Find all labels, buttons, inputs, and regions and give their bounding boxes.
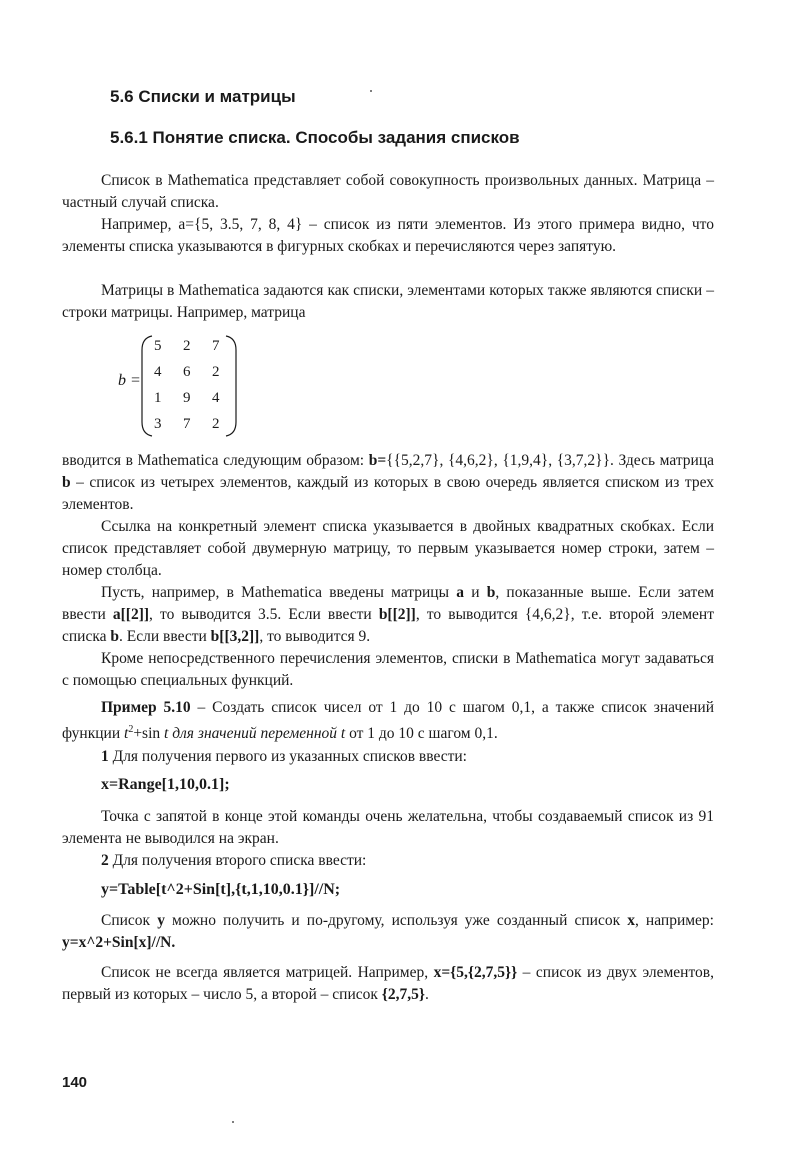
text-span: +sin xyxy=(133,725,165,743)
text-span: , показанные выше. Если затем ввести xyxy=(62,584,715,623)
matrix-cell: 2 xyxy=(212,416,220,432)
text-span: , то выводится {4,6,2}, т.е. второй элемент списка xyxy=(62,606,714,645)
step-number: 1 xyxy=(101,748,109,765)
text-span: и xyxy=(463,584,487,601)
text-span: Пусть, например, в Mathematica введены матрицы xyxy=(101,584,457,601)
paragraph-list-example: Например, a={5, 3.5, 7, 8, 4} – список из пяти элементов. Из этого примера видно, что элементы списка указываются в фигурных скобках и перечисляются через запятую. xyxy=(62,216,714,255)
code-span: a xyxy=(456,584,464,601)
scan-speck xyxy=(370,90,372,92)
code-range: x=Range[1,10,0.1]; xyxy=(101,776,230,793)
step-1 xyxy=(62,746,714,768)
step-number: 2 xyxy=(101,852,109,869)
text-span: Список не всегда является матрицей. Например, xyxy=(101,964,434,981)
code-span: b[[3,2]] xyxy=(210,628,260,645)
code-span: b xyxy=(486,584,496,601)
text-span: Для получения второго списка ввести: xyxy=(108,852,367,869)
text-span: – список из четырех элементов, каждый из которых в свою очередь является списком из трех элементов. xyxy=(62,474,714,513)
subsection-title: 5.6.1 Понятие списка. Способы задания списков xyxy=(110,128,520,147)
text-span: от 1 до 10 с шагом 0,1. xyxy=(345,725,498,743)
left-paren-icon xyxy=(142,336,152,436)
text-span: Список xyxy=(101,912,158,929)
text-span: . Если ввести xyxy=(119,628,211,645)
step-2 xyxy=(62,850,714,872)
text-span: – список из двух элементов, первый из которых – число 5, а второй – список xyxy=(62,964,714,1003)
paragraph-indexing-example xyxy=(62,582,714,648)
paragraph-alternative xyxy=(62,910,714,954)
paragraph-not-matrix xyxy=(62,962,714,1006)
matrix-cell: 3 xyxy=(154,416,162,432)
matrix-cell: 4 xyxy=(212,390,220,406)
paragraph-element-reference: Ссылка на конкретный элемент списка указывается в двойных квадратных скобках. Если список представляет собой двумерную матрицу, то первым указывается номер строки, затем – номер столбца. xyxy=(62,518,714,579)
page-number: 140 xyxy=(62,1074,88,1091)
code-table: y=Table[t^2+Sin[t],{t,1,10,0.1}]//N; xyxy=(101,881,341,898)
text-span: , то выводится 9. xyxy=(259,628,371,645)
text-span: – Создать список чисел от 1 до 10 с шагом 0,1, а также список значений функции xyxy=(62,699,714,743)
text-span: {{5,2,7}, {4,6,2}, {1,9,4}, {3,7,2}}. Здесь матрица xyxy=(386,452,714,469)
matrix-cell: 9 xyxy=(183,390,191,406)
matrix-cell: 2 xyxy=(183,338,191,354)
matrix-cell: 1 xyxy=(154,390,162,406)
paragraph-semicolon-note: Точка с запятой в конце этой команды очень желательна, чтобы создаваемый список из 91 элемента не выводился на экран. xyxy=(62,808,714,847)
matrix-grid xyxy=(138,330,238,442)
text-span: вводится в Mathematica следующим образом: xyxy=(62,452,369,469)
section-title: 5.6 Списки и матрицы xyxy=(110,87,296,106)
code-span: b= xyxy=(368,452,387,469)
text-span: , то выводится 3.5. Если ввести xyxy=(149,606,379,623)
code-span: b[[2]] xyxy=(378,606,416,623)
code-span: {2,7,5} xyxy=(381,986,425,1003)
right-paren-icon xyxy=(226,336,236,436)
example-paragraph xyxy=(62,697,714,745)
math-span: t для значений переменной t xyxy=(164,725,346,743)
paragraph-list-definition: Список в Mathematica представляет собой совокупность произвольных данных. Матрица – частный случай списка. xyxy=(62,172,714,211)
matrix-cell: 2 xyxy=(212,364,220,380)
math-span: t xyxy=(124,725,129,743)
code-span: x={5,{2,7,5}} xyxy=(433,964,518,981)
text-span: . xyxy=(425,986,429,1003)
text-span: Для получения первого из указанных списков ввести: xyxy=(108,748,467,765)
example-label: Пример 5.10 xyxy=(101,699,191,716)
matrix-cell: 6 xyxy=(183,364,191,380)
superscript: 2 xyxy=(128,724,134,735)
matrix-cell: 5 xyxy=(154,338,162,354)
scan-speck xyxy=(232,1121,234,1123)
code-span: b xyxy=(110,628,120,645)
code-span: y xyxy=(157,912,165,929)
matrix-cell: 4 xyxy=(154,364,162,380)
code-span: x xyxy=(627,912,635,929)
code-span: a[[2]] xyxy=(112,606,150,623)
paragraph-special-functions: Кроме непосредственного перечисления элементов, списки в Mathematica могут задаваться с помощью специальных функций. xyxy=(62,650,714,689)
text-span: можно получить и по-другому, используя уже созданный список xyxy=(164,912,628,929)
matrix-lhs: b = xyxy=(118,372,141,389)
matrix-b xyxy=(118,330,238,440)
paragraph-matrix-input xyxy=(62,450,714,516)
code-span: y=x^2+Sin[x]//N. xyxy=(62,934,176,951)
matrix-cell: 7 xyxy=(183,416,191,432)
text-span: , например: xyxy=(634,912,714,929)
code-span: b xyxy=(62,474,71,491)
matrix-cell: 7 xyxy=(212,338,220,354)
paragraph-matrix-intro: Матрицы в Mathematica задаются как списки, элементами которых также являются списки – строки матрицы. Например, матрица xyxy=(62,282,714,321)
